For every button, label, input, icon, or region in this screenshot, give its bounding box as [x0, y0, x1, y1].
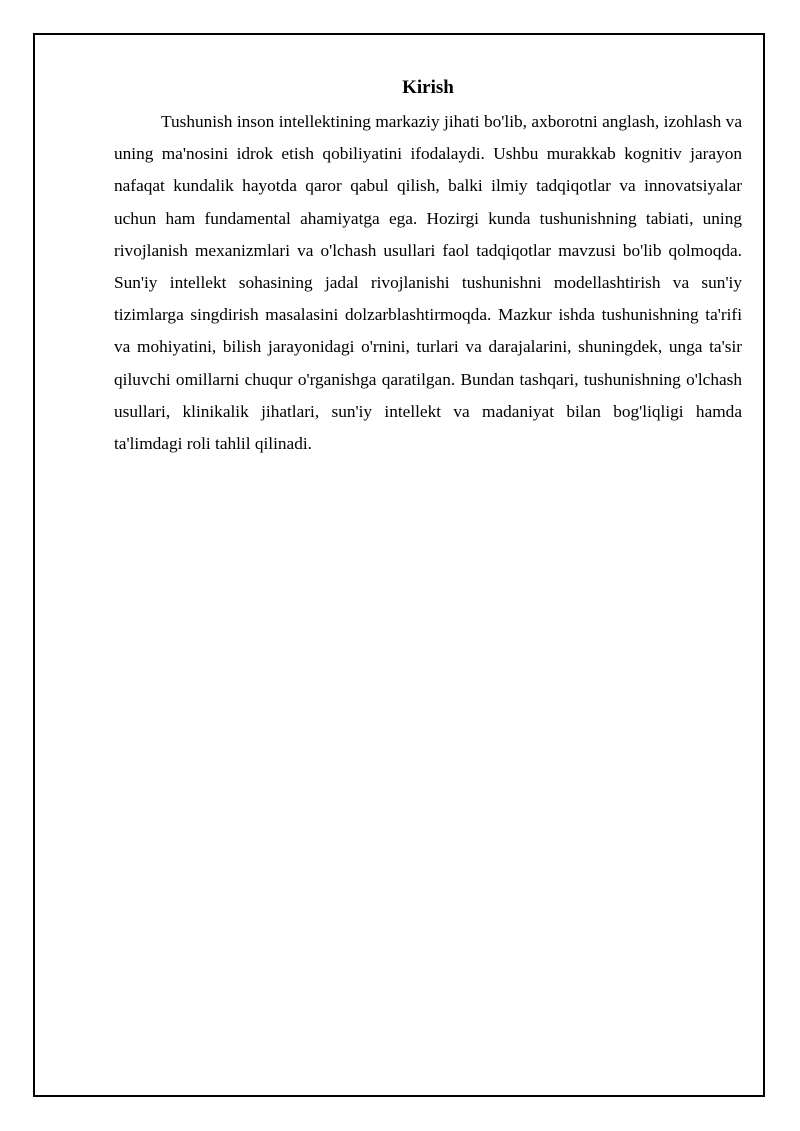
intro-paragraph: Tushunish inson intellektining markaziy jihati bo'lib, axborotni anglash, izohlash va uning ma'nosini idrok etish qobiliyatini ifodalaydi. Ushbu murakkab kognitiv jarayon nafaqat kundalik hayotda qaror qabul qilish, balki ilmiy tadqiqotlar va innovatsiyalar uchun ham fundamental ahamiyatga ega. Hozirgi kunda tushunishning tabiati, uning rivojlanish mexanizmlari va o'lchash usullari faol tadqiqotlar mavzusi bo'lib qolmoqda. Sun'iy intellekt sohasining jadal rivojlanishi tushunishni modellashtirish va sun'iy tizimlarga singdirish masalasini dolzarblashtirmoqda. Mazkur ishda tushunishning ta'rifi va mohiyatini, bilish jarayonidagi o'rnini, turlari va darajalarini, shuningdek, unga ta'sir qiluvchi omillarni chuqur o'rganishga qaratilgan. Bundan tashqari, tushunishning o'lchash usullari, klinikalik jihatlari, sun'iy intellekt va madaniyat bilan bog'liqligi hamda ta'limdagi roli tahlil qilinadi.: [114, 112, 742, 454]
section-title: Kirish: [402, 77, 454, 98]
page-content: [114, 74, 742, 460]
